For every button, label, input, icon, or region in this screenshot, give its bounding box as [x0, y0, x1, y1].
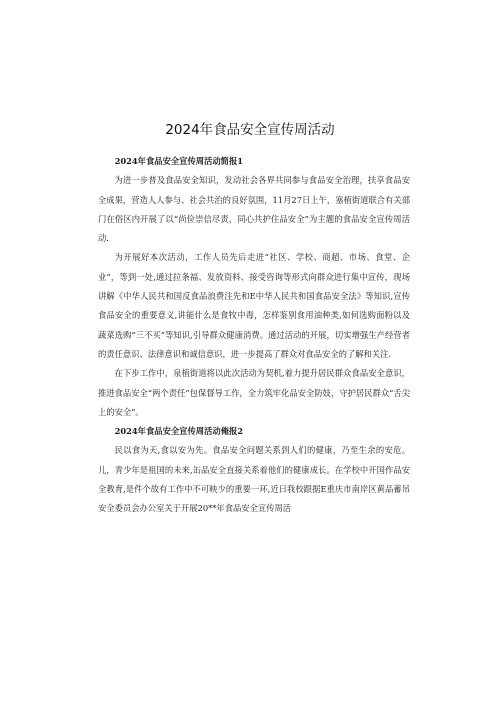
body-paragraph: 在下步工作中，泉植街道将以此次活动为契机,着力提升居民群众食品安全意识，推进食品安全“两个责任”包保督导工作，全力筑牢化品安全防妓，守护居民群众“舌尖上的安全”。: [98, 368, 410, 417]
section-heading: 2024年食品安全宣传周活动简报1: [114, 156, 244, 166]
body-paragraph: 为开展好本次活动，工作人员先后走进“社区、学校、商超、市场、食堂、企业”，等到一处,通过拉条福、发放资料、接受咨询等形式向群众进行集中宣传，现场讲解《中华人民共和国反食品浪费注先和E中华人民共和国食品安全法》等知识,宣传食品安全的重要意义,讲能什么是食牧中毒，怎样鉴别食用油种类,如何选购面粉以及蔬菜选购“三不买”等知识,引导群众健康消费。通过活动的开展，切实增强生产经营者的责任意识、法律意识和诚信意识，进一步提高了群众对食品安全的了解和关注.: [98, 252, 410, 359]
document-title: 2024年食品安全宣传周活动: [165, 122, 335, 138]
body-paragraph: 民以食为天,食以安为先。食品安全问题关系到人们的健康，乃至生余的安危。儿，青少年是祖国的未来,缶品安全直接关系着他们的健康成长。在学校中开国作品安全教育,是件个故有工作中不可映少的重要一环,近日我校跟据E重庆市南岸区黄品蓄吊安全委员会办公室关于开展20**年食品安全宣传周活: [98, 445, 410, 514]
document-body: [98, 152, 410, 519]
section-heading: 2024年食品安全宣传周活动俺报2: [114, 426, 244, 437]
body-paragraph: 为进一步普及食品安全知识，发动社会各界共同参与食品安全治理，扶享食品安全成果，营造人人参与、社会共治的良好氛围，11月27日上午，塞植街道联合有关部门在俗区内开展了以“尚俭崇信尽责，同心共护住品安全”为主题的食品安全宣传周活动.: [98, 175, 410, 244]
